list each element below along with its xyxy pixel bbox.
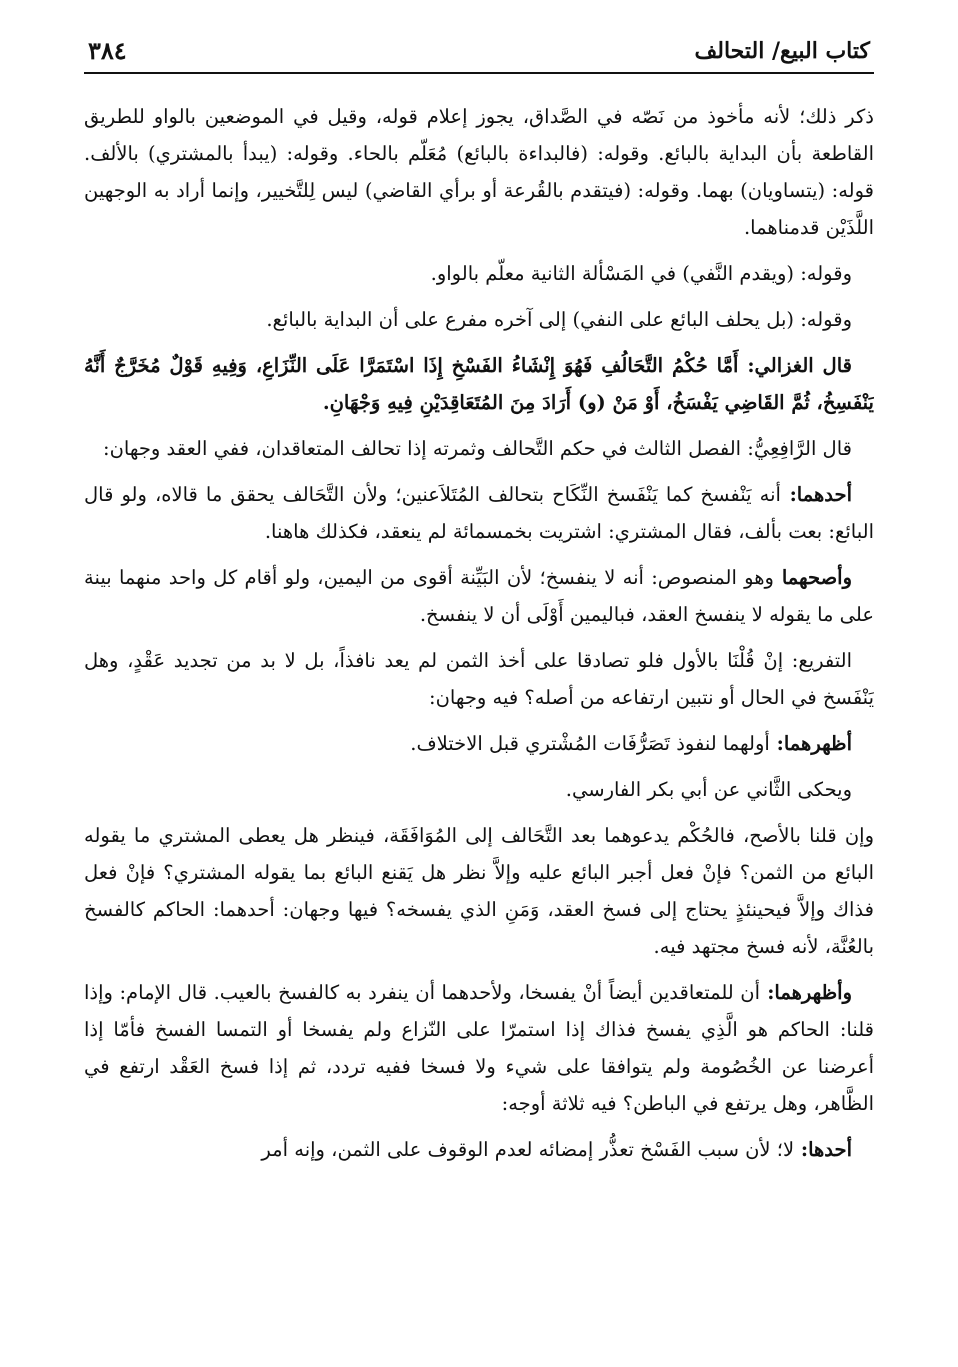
paragraph-text: وإن قلنا بالأصح، فالحُكْم يدعوهما بعد التَّحَالف إلى المُوَافَقَة، فينظر هل يعطى المشتري ما يقوله البائع من الثمن؟ فإنْ فعل أجبر البائع عليه وإلاَّ نظر هل يَقنع البائع بما يقوله المشتري؟ فإنْ فعل فذاك وإلاَّ فيحينئذٍ يحتاج إلى فسخ العقد، وَمَنِ الذي يفسخه؟ فيها وجهان: أحدهما: الحاكم كالفسخ بالعُنَّة، لأنه فسخ مجتهد فيه. — [84, 824, 874, 958]
paragraph — [84, 476, 874, 550]
paragraph — [84, 817, 874, 965]
paragraph — [84, 98, 874, 246]
paragraph — [84, 642, 874, 716]
paragraph-lead: قال الغزالي: — [738, 354, 852, 377]
paragraph — [84, 725, 874, 762]
paragraph — [84, 347, 874, 421]
paragraph-text: قال الرَّافِعِيُّ: الفصل الثالث في حكم التَّحالف وثمرته إذا تحالف المتعاقدان، ففي العقد وجهان: — [103, 437, 852, 460]
paragraph-text: ذكر ذلك؛ لأنه مأخوذ من نَصّه في الصَّداق، يجوز إعلام قوله، وقيل في الموضعين بالواو للطريق القاطعة بأن البداية بالبائع. وقوله: (فالبداءة بالبائع) مُعَلّم بالحاء. وقوله: (يبدأ بالمشتري) بالألف. قوله: (يتساويان) بهما. وقوله: (فيتقدم بالقُرعة أو برأي القاضي) ليس لِلتَّخيير، وإنما أراد به الوجهين اللَّذَيْن قدمناهما. — [84, 105, 874, 239]
paragraph — [84, 301, 874, 338]
running-title: كتاب البيع/ التحالف — [694, 38, 870, 64]
page-number: ٣٨٤ — [88, 36, 127, 65]
paragraph — [84, 771, 874, 808]
paragraph-text: وهو المنصوص: أنه لا ينفسخ؛ لأن البَيِّنة أقوى من اليمين، ولو أقام كل واحد منهما بينة على ما يقوله لا ينفسخ العقد، فباليمين أَوْلَى أن لا ينفسخ. — [84, 566, 874, 626]
paragraph-lead: وأصحهما — [773, 566, 853, 589]
paragraph-text: أَمَّا حُكْمُ التَّحَالُفِ فَهُوَ إِنْشَاءُ الفَسْخِ إِذَا اسْتَمَرَّا عَلَى النِّزَاعِ، وَفِيهِ قَوْلٌ مُخَرَّجٌ أَنَّهُ يَنْفَسِخُ، ثُمَّ القَاضِي يَفْسَخُ، أَوْ مَنْ (و) أَرَادَ مِنَ المُتَعَاقِدَيْنِ فِيهِ وَجْهَانِ. — [84, 354, 874, 414]
paragraph-text: وقوله: (بل يحلف البائع على النفي) إلى آخره مفرع على أن البداية بالبائع. — [266, 308, 852, 331]
page-header — [84, 34, 874, 74]
paragraph — [84, 430, 874, 467]
paragraph-lead: أحدهما: — [780, 483, 852, 506]
paragraph-text: لا؛ لأن سبب الفَسْخ تعذُّر إمضائه لعدم الوقوف على الثمن، وإنه أمر — [261, 1138, 795, 1161]
paragraph-text: أن للمتعاقدين أيضاً أنْ يفسخا، ولأحدهما أن ينفرد به كالفسخ بالعيب. قال الإمام: وإذا قلنا: الحاكم هو الَّذِي يفسخ فذاك إذا استمرّا على النّزاع ولم يفسخا أو التمسا الفسخ فأمّا إذا أعرضنا عن الخُصُومة ولم يتوافقا على شيء ولا فسخا ففيه تردد، ثم إذا فسخ العَقْد ارتفع في الظَّاهر، وهل يرتفع في الباطن؟ فيه ثلاثة أوجه: — [84, 981, 874, 1115]
paragraph — [84, 974, 874, 1122]
paragraph — [84, 1131, 874, 1168]
paragraph-text: التفريع: إنْ قُلْنَا بالأول فلو تصادقا على أخذ الثمن لم يعد نافذاً، بل لا بد من تجديد عَقْدٍ، وهل يَنْفَسخ في الحال أو نتبين ارتفاعه من أصله؟ فيه وجهان: — [84, 649, 874, 709]
paragraph — [84, 255, 874, 292]
paragraph-lead: وأظهرهما: — [760, 981, 852, 1004]
paragraph-text: أولهما لنفوذ تَصَرُّفَات المُشْتري قبل الاختلاف. — [410, 732, 770, 755]
paragraph-lead: أحدها: — [794, 1138, 852, 1161]
paragraph-text: ويحكى الثَّاني عن أبي بكر الفارسي. — [565, 778, 852, 801]
paragraph-lead: أظهرهما: — [769, 732, 852, 755]
page-body — [84, 98, 874, 1327]
paragraph-text: أنه يَنْفسخ كما يَنْفَسخ النِّكَاح بتحالف المُتَلاَعنين؛ ولأن التَّحَالف يحقق ما قالاه، ولو قال البائع: بعت بألف، فقال المشتري: اشتريت بخمسمائة لم ينعقد، فكذلك هاهنا. — [84, 483, 874, 543]
paragraph — [84, 559, 874, 633]
paragraph-text: وقوله: (ويقدم النَّفي) في المَسْألة الثانية معلّم بالواو. — [430, 262, 852, 285]
